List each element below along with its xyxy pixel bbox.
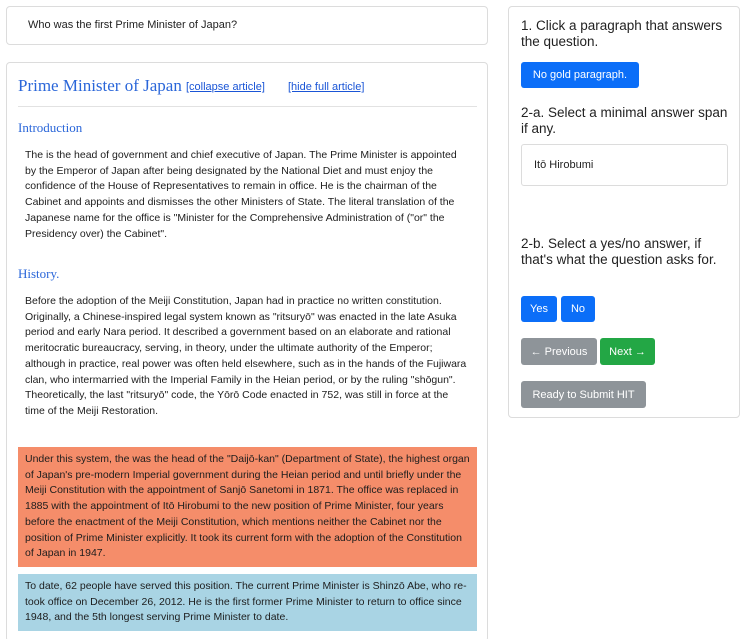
question-text: Who was the first Prime Minister of Japan? (28, 19, 238, 31)
step2a-instruction: 2-a. Select a minimal answer span if any. (521, 105, 728, 136)
paragraph-history-3[interactable]: To date, 62 people have served this position. The current Prime Minister is Shinzō Abe, who re-took office on December 26, 2012. He is the first former Prime Minister to return to office since 1948, and the 5th longest serving Prime Minister to date. (18, 574, 477, 631)
article-header (18, 74, 477, 107)
answer-span-box[interactable] (521, 144, 728, 186)
ready-to-submit-button[interactable]: Ready to Submit HIT (521, 381, 646, 408)
paragraph-history-2-selected[interactable]: Under this system, the was the head of the "Daijō-kan" (Department of State), the highest organ of Japan's pre-modern Imperial government during the Heian period and until briefly under the Meiji Constitution with the appointment of Sanjō Sanetomi in 1871. The office was replaced in 1885 with the appointment of Itō Hirobumi to the new position of Prime Minister, four years before the enactment of the Meiji Constitution, which mentions neither the Cabinet nor the position of Prime Minister explicitly. It took its current form with the adoption of the Constitution of Japan in 1947. (18, 447, 477, 567)
step2b-instruction: 2-b. Select a yes/no answer, if that's what the question asks for. (521, 236, 717, 267)
hide-full-article-link[interactable]: [hide full article] (288, 81, 365, 93)
no-gold-paragraph-button[interactable]: No gold paragraph. (521, 62, 639, 88)
yes-button[interactable]: Yes (521, 296, 557, 322)
annotation-panel (508, 6, 740, 418)
next-button[interactable]: Next → (600, 338, 655, 365)
paragraph-introduction[interactable]: The is the head of government and chief executive of Japan. The Prime Minister is appointed by the Emperor of Japan after being designated by the National Diet and must enjoy the confidence of the House of Representatives to remain in office. He is the chairman of the Cabinet and appoints and dismisses the other Ministers of State. The literal translation of the Japanese name for the office is "Minister for the Comprehensive Administration of ("or" the Presidency over) the Cabinet". (25, 149, 457, 240)
paragraph-history-1[interactable]: Before the adoption of the Meiji Constitution, Japan had in practice no written constitution. Originally, a Chinese-inspired legal system known as "ritsuryō" was enacted in the late Asuka period and early Nara period. It described a government based on an elaborate and rational meritocratic bureaucracy, serving, in theory, under the ultimate authority of the Emperor; although in practice, real power was often held elsewhere, such as in the hands of the Fujiwara clan, who intermarried with the Imperial Family in the Heian period, or by the ruling "shōgun". Theoretically, the last "ritsuryō" code, the Yōrō Code enacted in 752, was still in force at the time of the Meiji Restoration. (25, 295, 467, 417)
step1-instruction: 1. Click a paragraph that answers the question. (521, 18, 723, 49)
question-box (6, 6, 488, 45)
previous-button[interactable]: ← Previous (521, 338, 597, 365)
section-heading-history: History. (18, 266, 60, 281)
answer-span-text: Itō Hirobumi (534, 159, 594, 171)
article-card (6, 62, 488, 639)
section-heading-introduction: Introduction (18, 120, 83, 135)
article-title: Prime Minister of Japan (18, 76, 182, 95)
collapse-article-link[interactable]: [collapse article] (186, 81, 265, 93)
no-button[interactable]: No (561, 296, 595, 322)
